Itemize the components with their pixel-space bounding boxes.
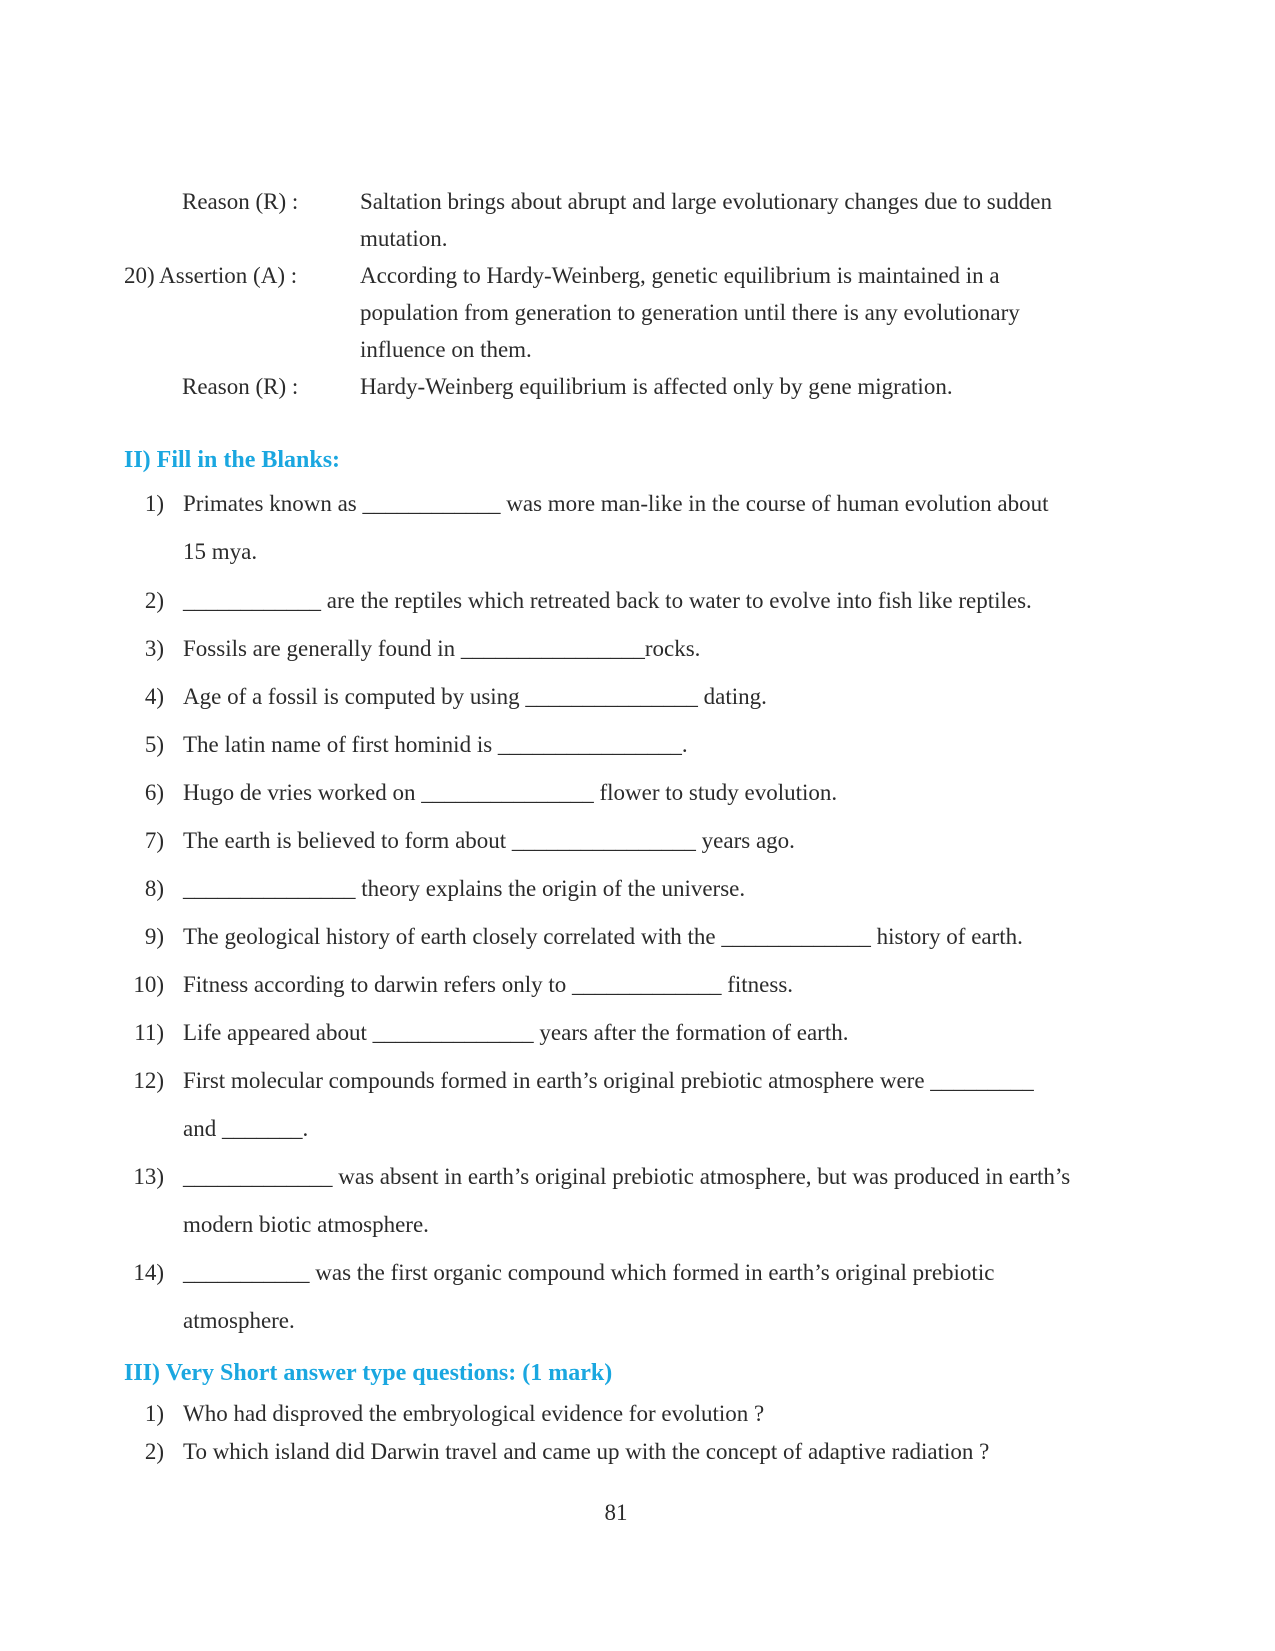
item-text: Who had disproved the embryological evidence for evolution ?	[183, 1401, 765, 1426]
item-number: 6)	[144, 780, 164, 805]
item-number: 13)	[133, 1164, 164, 1189]
item-text: The earth is believed to form about ________________ years ago.	[183, 828, 795, 853]
reason-line: Hardy-Weinberg equilibrium is affected only by gene migration.	[360, 374, 953, 399]
assertion-line: According to Hardy-Weinberg, genetic equilibrium is maintained in a	[360, 263, 1000, 288]
item-text: Life appeared about ______________ years after the formation of earth.	[183, 1020, 849, 1045]
item-text: Primates known as ____________ was more man-like in the course of human evolution about	[183, 491, 1049, 516]
item-continuation: 15 mya.	[183, 539, 258, 564]
item-number: 3)	[144, 636, 164, 661]
item-number: 10)	[133, 972, 164, 997]
reason-label: Reason (R) :	[182, 374, 299, 399]
item-text: The geological history of earth closely correlated with the _____________ history of earth.	[183, 924, 1023, 949]
item-text: _______________ theory explains the origin of the universe.	[183, 876, 746, 901]
item-number: 11)	[134, 1020, 164, 1045]
reason-line: Saltation brings about abrupt and large evolutionary changes due to sudden	[360, 189, 1052, 214]
item-text: _____________ was absent in earth’s original prebiotic atmosphere, but was produced in earth’s	[183, 1164, 1071, 1189]
item-text: ____________ are the reptiles which retreated back to water to evolve into fish like reptiles.	[183, 588, 1032, 613]
item-continuation: atmosphere.	[183, 1308, 295, 1333]
page-number: 81	[604, 1500, 628, 1525]
reason-text	[360, 183, 1120, 257]
item-number: 1)	[144, 491, 164, 516]
section-heading-very-short: III) Very Short answer type questions: (1 mark)	[124, 1360, 613, 1386]
item-text: First molecular compounds formed in earth’s original prebiotic atmosphere were _________	[183, 1068, 1034, 1093]
item-text: Fossils are generally found in ________________rocks.	[183, 636, 701, 661]
item-number: 7)	[144, 828, 164, 853]
assertion-label: 20) Assertion (A) :	[124, 263, 298, 288]
reason-text	[360, 368, 1120, 405]
assertion-text	[360, 257, 1120, 368]
item-number: 4)	[144, 684, 164, 709]
item-continuation: modern biotic atmosphere.	[183, 1212, 429, 1237]
item-number: 5)	[144, 732, 164, 757]
item-number: 9)	[144, 924, 164, 949]
reason-label: Reason (R) :	[182, 189, 299, 214]
section-heading-fill-blanks: II) Fill in the Blanks:	[124, 447, 341, 473]
assertion-line: population from generation to generation until there is any evolutionary	[360, 300, 1020, 325]
item-number: 2)	[144, 1439, 164, 1464]
item-number: 8)	[144, 876, 164, 901]
item-text: The latin name of first hominid is ________________.	[183, 732, 688, 757]
reason-line: mutation.	[360, 226, 448, 251]
item-text: Age of a fossil is computed by using _______________ dating.	[183, 684, 767, 709]
item-number: 12)	[133, 1068, 164, 1093]
item-number: 2)	[144, 588, 164, 613]
assertion-line: influence on them.	[360, 337, 532, 362]
item-continuation: and _______.	[183, 1116, 309, 1141]
item-number: 1)	[144, 1401, 164, 1426]
item-text: Fitness according to darwin refers only to _____________ fitness.	[183, 972, 794, 997]
item-text: To which island did Darwin travel and came up with the concept of adaptive radiation ?	[183, 1439, 990, 1464]
item-text: Hugo de vries worked on _______________ flower to study evolution.	[183, 780, 838, 805]
item-number: 14)	[133, 1260, 164, 1285]
item-text: ___________ was the first organic compound which formed in earth’s original prebiotic	[183, 1260, 995, 1285]
